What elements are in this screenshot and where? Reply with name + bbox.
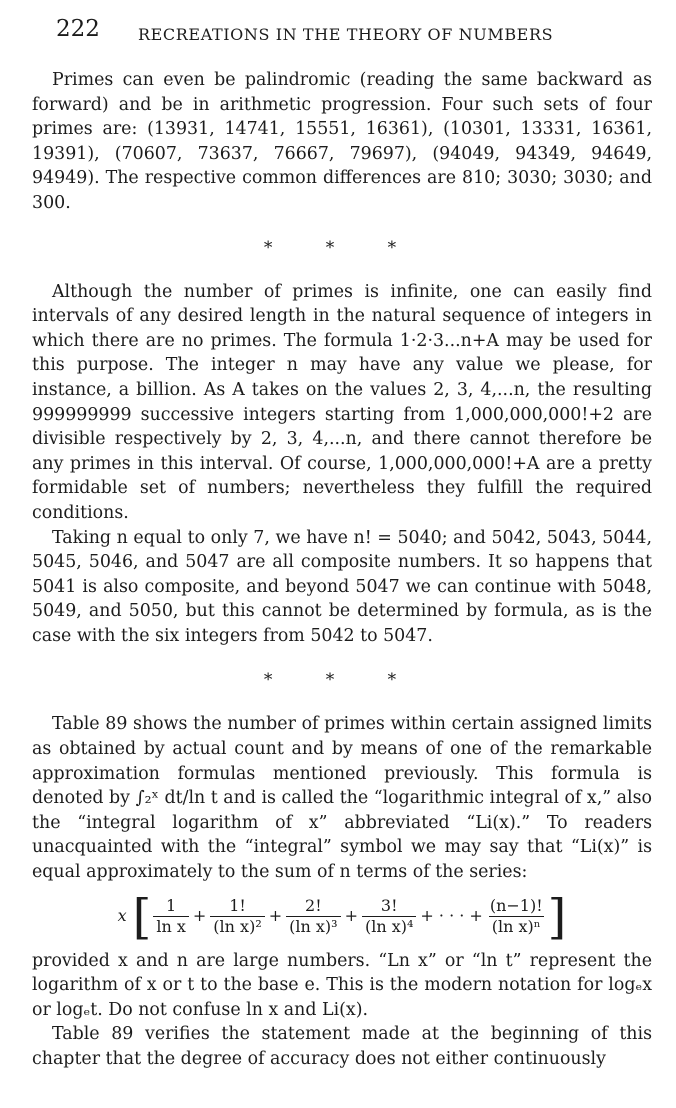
plus-sign: + [344,906,358,926]
term-numerator: 1! [229,896,246,916]
formula-prefix: x [117,906,127,926]
running-title: RECREATIONS IN THE THEORY OF NUMBERS [138,25,554,44]
formula-term [153,896,189,937]
page-body [32,68,652,1072]
plus-sign: + [192,906,207,926]
paragraph-table-89: Table 89 verifies the statement made at the beginning of this chapter that the degree of accuracy does not either continuously [32,1024,652,1069]
term-numerator: 3! [380,896,398,916]
term-denominator: (ln x)² [210,916,264,937]
paragraph-palindromic-primes: Primes can even be palindromic (reading the same backward as forward) and be in arithmetic progression. Four such sets of four primes are: (13931, 14741, 15551, 16361), (10301, 13331, 16361, 19391), (70607, 73637, 76667, 79697), (94049, 94349, 94649, 94949). The respective common differences are 810; 3030; 3030; and 300. [32,70,652,213]
paragraph-prime-gaps: Although the number of primes is infinite, one can easily find intervals of any desired length in the natural sequence of integers in which there are no primes. The formula 1·2·3...n+A may be used for this purpose. The integer n may have any value we please, for instance, a billion. As A takes on the values 2, 3, 4,...n, the resulting 999999999 successive integers starting from 1,000,000,000!+2 are divisible respectively by 2, 3, 4,...n, and there cannot therefore be any primes in this interval. Of course, 1,000,000,000!+A are a pretty formidable set of numbers; nevertheless they fulfill the required conditions. [32,281,652,523]
paragraph-notation: provided x and n are large numbers. “Ln x” or “ln t” represent the logarithm of x or t to the base e. This is the modern notation for logₑx or logₑt. Do not confuse ln x and Li(x). [32,950,652,1020]
formula-open-bracket: [ [132,888,152,945]
term-numerator: (n−1)! [489,896,543,916]
term-denominator: (ln x)⁴ [362,916,416,937]
formula-term [362,896,416,937]
formula-last-term [487,896,546,937]
term-denominator: (ln x)³ [286,916,340,937]
formula-ellipsis: + · · · + [420,906,483,926]
page-number: 222 [56,16,100,42]
series-formula [32,889,652,945]
section-separator: * * * [263,237,421,258]
term-numerator: 1 [166,896,177,916]
section-separator: * * * [263,670,421,691]
formula-term [210,896,264,937]
formula-term [286,896,340,937]
plus-sign: + [268,906,283,926]
formula-close-bracket: ] [547,888,567,945]
page-header [56,16,656,52]
term-numerator: 2! [305,896,322,916]
term-denominator: (ln x)ⁿ [489,916,544,937]
paragraph-logarithmic-integral: Table 89 shows the number of primes within certain assigned limits as obtained by actual count and by means of one of the remarkable approximation formulas mentioned previously. This formula is denoted by ∫₂ˣ dt/ln t and is called the “logarithmic integral of x,” also the “integral logarithm of x” abbreviated “Li(x).” To readers unacquainted with the “integral” symbol we may say that “Li(x)” is equal approximately to the sum of n terms of the series: [32,714,652,883]
term-denominator: ln x [153,916,189,937]
paragraph-example-n7: Taking n equal to only 7, we have n! = 5040; and 5042, 5043, 5044, 5045, 5046, and 5047 are all composite numbers. It so happens that 5041 is also composite, and beyond 5047 we can continue with 5048, 5049, and 5050, but this cannot be determined by formula, as is the case with the six integers from 5042 to 5047. [32,527,652,646]
